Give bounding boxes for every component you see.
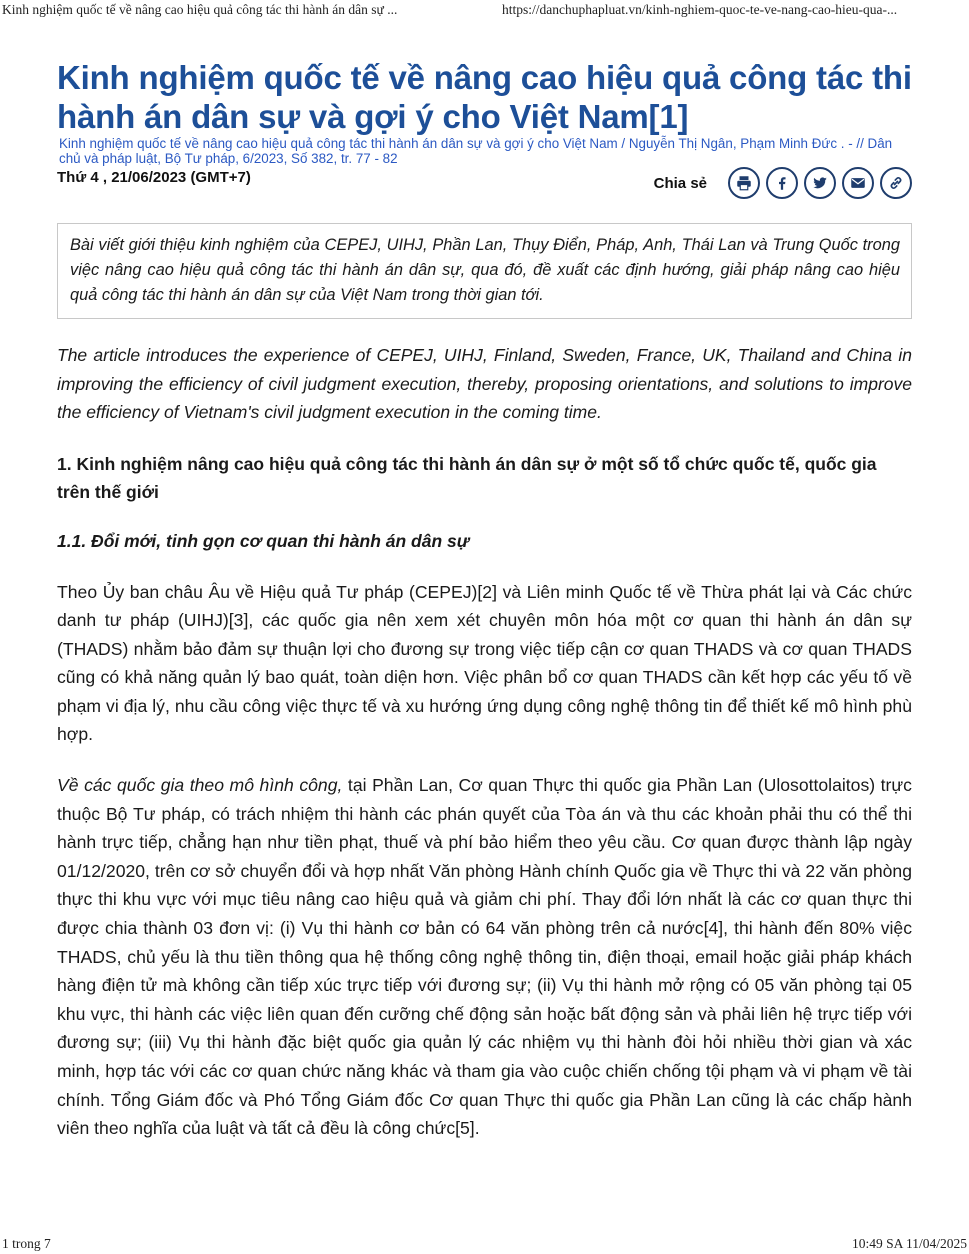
print-timestamp: 10:49 SA 11/04/2025: [851, 1236, 967, 1251]
print-header-url: https://danchuphapluat.vn/kinh-nghiem-quoc-te-ve-nang-cao-hieu-qua-...: [502, 2, 898, 17]
print-icon[interactable]: [728, 167, 760, 199]
article-summary: Bài viết giới thiệu kinh nghiệm của CEPEJ, UIHJ, Phần Lan, Thụy Điển, Pháp, Anh, Thái Lan và Trung Quốc trong việc nâng cao hiệu quả công tác thi hành án dân sự, qua đó, đề xuất các định hướng, giải pháp nâng cao hiệu quả công tác thi hành án dân sự của Việt Nam trong thời gian tới.: [57, 223, 912, 319]
article: [57, 58, 912, 1143]
body-paragraph-1: Theo Ủy ban châu Âu về Hiệu quả Tư pháp (CEPEJ)[2] và Liên minh Quốc tế về Thừa phát lại và Các chức danh tư pháp (UIHJ)[3], các quốc gia nên xem xét chuyên môn hóa một cơ quan thi hành án dân sự (THADS) nhằm bảo đảm sự thuận lợi cho đương sự trong việc tiếp cận cơ quan THADS và cơ quan THADS cũng có khả năng quản lý bao quát, toàn diện hơn. Việc phân bổ cơ quan THADS cần kết hợp các yếu tố về phạm vi địa lý, nhu cầu công việc thực tế và xu hướng ứng dụng công nghệ thông tin để thiết kế mô hình phù hợp.: [57, 581, 912, 745]
publish-date: Thứ 4 , 21/06/2023 (GMT+7): [57, 169, 251, 186]
citation-link[interactable]: Kinh nghiệm quốc tế về nâng cao hiệu quả công tác thi hành án dân sự và gợi ý cho Việt Nam / Nguyễn Thị Ngân, Phạm Minh Đức . - // Dân chủ và pháp luật, Bộ Tư pháp, 6/2023, Số 382, tr. 77 - 82: [59, 136, 893, 166]
page-counter: 1 trong 7: [2, 1236, 51, 1251]
article-title: Kinh nghiệm quốc tế về nâng cao hiệu quả công tác thi hành án dân sự và gợi ý cho Việt Nam[1]: [57, 59, 912, 135]
english-abstract: The article introduces the experience of CEPEJ, UIHJ, Finland, Sweden, France, UK, Thailand and China in improving the efficiency of civil judgment execution, thereby, proposing orientations, and solutions to improve the efficiency of Vietnam's civil judgment execution in the coming time.: [57, 345, 912, 422]
paragraph-2-body: tại Phần Lan, Cơ quan Thực thi quốc gia Phần Lan (Ulosottolaitos) trực thuộc Bộ Tư pháp, có trách nhiệm thi hành các phán quyết của Tòa án và thu các khoản phải thu có thể thi hành trực tiếp, chẳng hạn như tiền phạt, thuế và phí bảo hiểm theo yêu cầu. Cơ quan được thành lập ngày 01/12/2020, trên cơ sở chuyển đổi và hợp nhất Văn phòng Hành chính Quốc gia về Thực thi và 22 văn phòng thực thi khu vực với mục tiêu nâng cao hiệu quả và giảm chi phí. Thay đổi lớn nhất là các cơ quan thực thi được chia thành 03 đơn vị: (i) Vụ thi hành cơ bản có 64 văn phòng trên cả nước[4], thi hành đến 80% việc THADS, chủ yếu là thu tiền thông qua hệ thống công nghệ thông tin, điện thoại, email hoặc giải pháp khách hàng điện tử mà không cần tiếp xúc trực tiếp với đương sự; (ii) Vụ thi hành mở rộng có 05 văn phòng tại 05 khu vực, thi hành các việc liên quan đến cưỡng chế động sản hoặc bất động sản và phải liên hệ trực tiếp với đương sự; (iii) Vụ thi hành đặc biệt quốc gia quản lý các nhiệm vụ thi hành đòi hỏi nhiều thời gian và xác minh, hợp tác với các cơ quan chức năng khác và tham gia vào cuộc chiến chống tội phạm và vi phạm về tài chính. Tổng Giám đốc và Phó Tổng Giám đốc Cơ quan Thực thi quốc gia Phần Lan cũng là các chấp hành viên theo nghĩa của luật và tất cả đều là công chức[5].: [57, 775, 912, 1139]
share-label: Chia sẻ: [653, 174, 707, 192]
section-heading-1: 1. Kinh nghiệm nâng cao hiệu quả công tác thi hành án dân sự ở một số tổ chức quốc tế, quốc gia trên thế giới: [57, 453, 877, 502]
print-header-title: Kinh nghiệm quốc tế về nâng cao hiệu quả công tác thi hành án dân sự ...: [2, 2, 398, 17]
email-icon[interactable]: [842, 167, 874, 199]
print-header: [0, 0, 969, 20]
facebook-icon[interactable]: [766, 167, 798, 199]
article-meta: [57, 167, 912, 207]
link-icon[interactable]: [880, 167, 912, 199]
print-footer: [0, 1234, 969, 1254]
subsection-heading-1-1: 1.1. Đổi mới, tinh gọn cơ quan thi hành án dân sự: [57, 530, 470, 551]
share-bar: [654, 167, 912, 199]
twitter-icon[interactable]: [804, 167, 836, 199]
paragraph-2-lead: Về các quốc gia theo mô hình công,: [57, 775, 343, 796]
body-paragraph-2: [57, 771, 912, 1143]
